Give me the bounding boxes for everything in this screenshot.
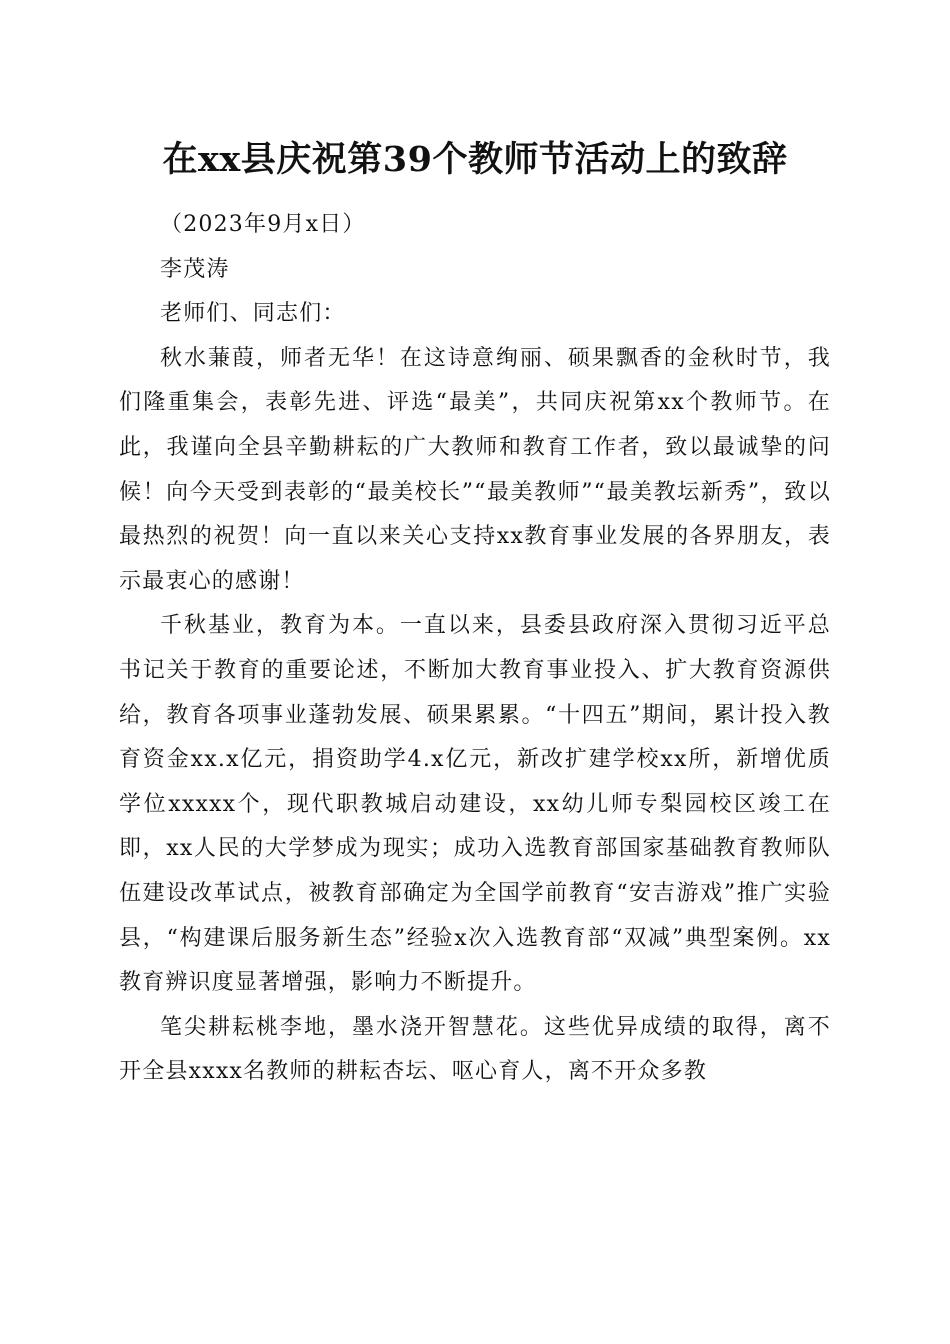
speaker-name: 李茂涛 — [160, 256, 230, 282]
document-body — [119, 203, 831, 1095]
salutation: 老师们、同志们： — [160, 301, 346, 327]
paragraph: 笔尖耕耘桃李地，墨水浇开智慧花。这些优异成绩的取得，离不开全县xxxx名教师的耕耘杏坛、呕心育人，离不开众多教 — [119, 1014, 831, 1085]
paragraph: 秋水蒹葭，师者无华！在这诗意绚丽、硕果飘香的金秋时节，我们隆重集会，表彰先进、评选“最美”，共同庆祝第xx个教师节。在此，我谨向全县辛勤耕耘的广大教师和教育工作者，致以最诚挚的问候！向今天受到表彰的“最美校长”“最美教师”“最美教坛新秀”，致以最热烈的祝贺！向一直以来关心支持xx教育事业发展的各界朋友，表示最衷心的感谢！ — [119, 345, 831, 594]
speech-date: （2023年9月x日） — [160, 212, 366, 237]
document-title: 在xx县庆祝第39个教师节活动上的致辞 — [162, 139, 788, 180]
paragraph: 千秋基业，教育为本。一直以来，县委县政府深入贯彻习近平总书记关于教育的重要论述，不断加大教育事业投入、扩大教育资源供给，教育各项事业蓬勃发展、硕果累累。“十四五”期间，累计投入教育资金xx.x亿元，捐资助学4.x亿元，新改扩建学校xx所，新增优质学位xxxxx个，现代职教城启动建设，xx幼儿师专梨园校区竣工在即，xx人民的大学梦成为现实；成功入选教育部国家基础教育教师队伍建设改革试点，被教育部确定为全国学前教育“安吉游戏”推广实验县，“构建课后服务新生态”经验x次入选教育部“双减”典型案例。xx教育辨识度显著增强，影响力不断提升。 — [119, 613, 831, 996]
